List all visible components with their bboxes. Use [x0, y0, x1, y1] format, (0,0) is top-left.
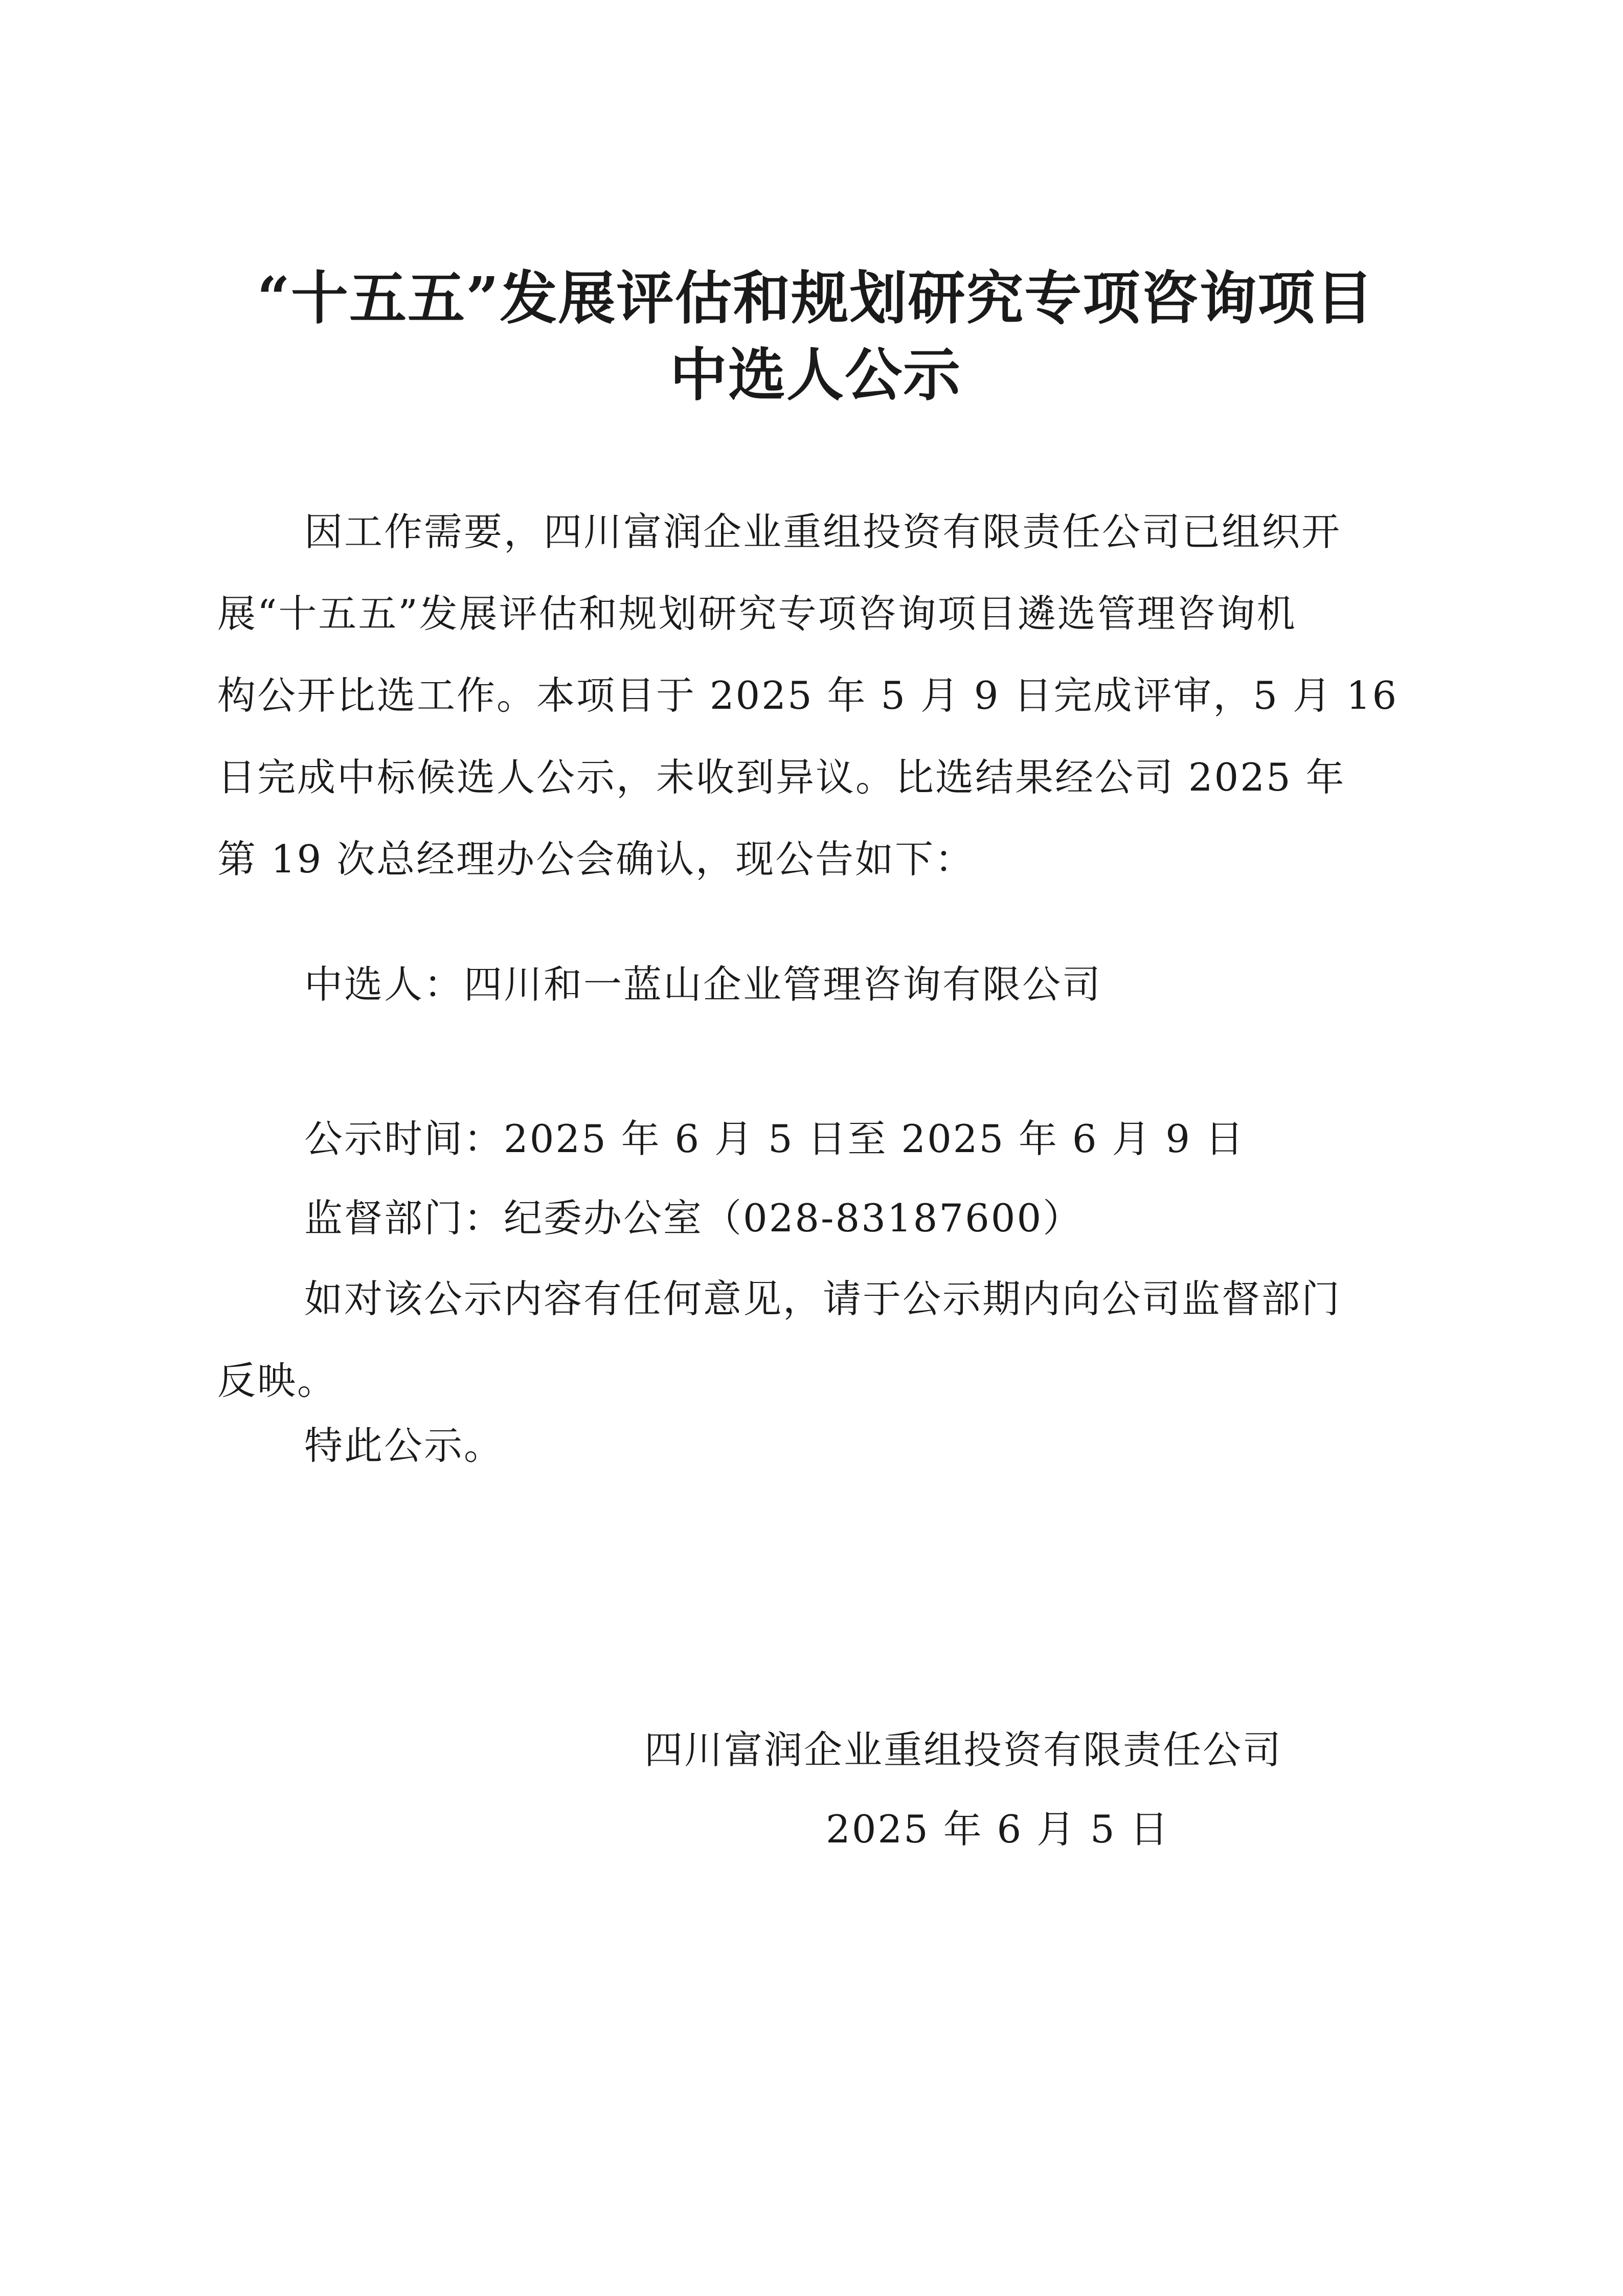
closing-line: 特此公示。 [304, 1423, 504, 1468]
objection-paragraph [217, 1258, 1419, 1422]
supervisor-department: 监督部门：纪委办公室（028-83187600） [304, 1196, 1083, 1241]
winner-line: 中选人：四川和一蓝山企业管理咨询有限公司 [304, 962, 1102, 1007]
signature-organization: 四川富润企业重组投资有限责任公司 [644, 1727, 1283, 1772]
intro-line: 构公开比选工作。本项目于 2025 年 5 月 9 日完成评审，5 月 16 [217, 673, 1399, 718]
title-line-1: “十五五”发展评估和规划研究专项咨询项目 [257, 265, 1374, 332]
intro-line: 展“十五五”发展评估和规划研究专项咨询项目遴选管理咨询机 [217, 591, 1297, 636]
publicity-period: 公示时间：2025 年 6 月 5 日至 2025 年 6 月 9 日 [304, 1116, 1245, 1161]
intro-paragraph [217, 491, 1419, 900]
title-line-2: 中选人公示 [670, 342, 961, 409]
intro-line: 因工作需要，四川富润企业重组投资有限责任公司已组织开 [304, 509, 1342, 554]
signature-date: 2025 年 6 月 5 日 [826, 1807, 1170, 1852]
intro-line: 日完成中标候选人公示，未收到异议。比选结果经公司 2025 年 [217, 755, 1346, 800]
intro-line: 第 19 次总经理办公会确认，现公告如下： [217, 837, 975, 882]
objection-line: 如对该公示内容有任何意见，请于公示期内向公司监督部门 [304, 1276, 1342, 1321]
objection-line: 反映。 [217, 1358, 337, 1403]
